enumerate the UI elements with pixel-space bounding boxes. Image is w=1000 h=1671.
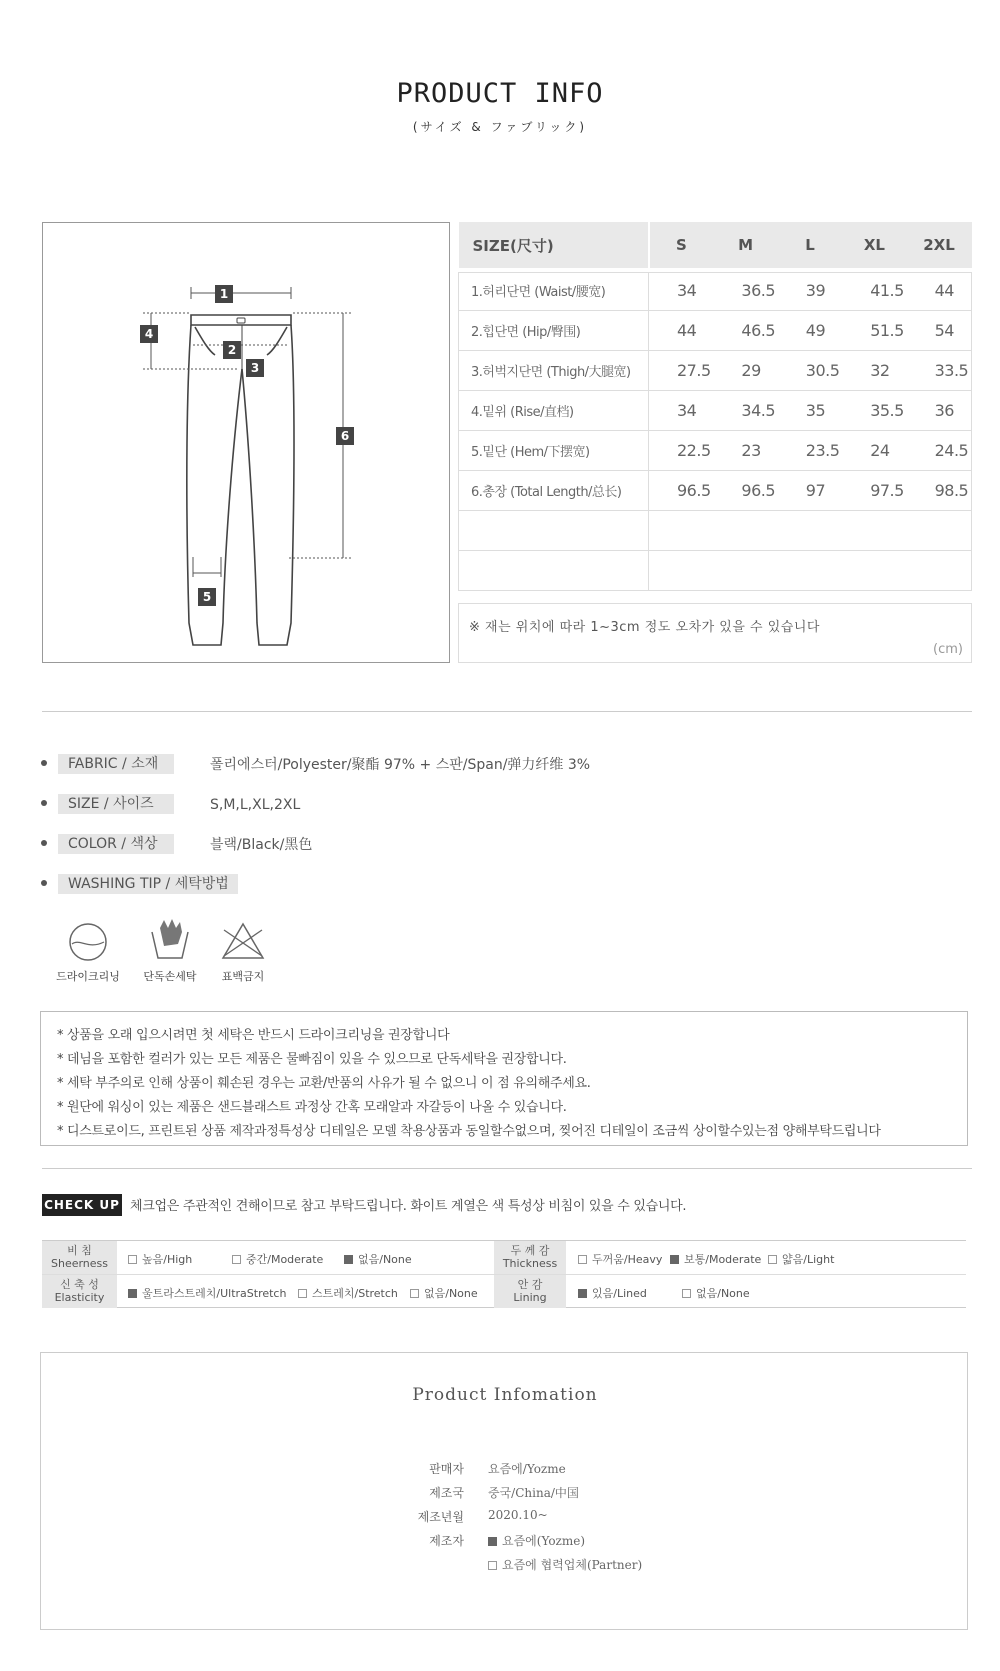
size-cell: 29 — [713, 350, 777, 390]
unit-label: (cm) — [933, 642, 963, 657]
checkbox-icon — [682, 1289, 691, 1298]
size-cell: 54 — [907, 310, 972, 350]
size-col-xl: XL — [842, 222, 906, 270]
opt-thick-light — [768, 1251, 834, 1267]
size-col-2xl: 2XL — [907, 222, 972, 270]
head-thickness — [494, 1241, 566, 1274]
opt-lining-lined — [578, 1285, 647, 1301]
head-elasticity-en: Elasticity — [54, 1291, 105, 1304]
marker-1: 1 — [215, 285, 233, 303]
bullet — [41, 800, 47, 806]
size-col-l: L — [778, 222, 842, 270]
opt-sheer-none — [344, 1251, 412, 1267]
size-col-m: M — [713, 222, 777, 270]
checkup-text: 체크업은 주관적인 견해이므로 참고 부탁드립니다. 화이트 계열은 색 특성상 비침이 있을 수 있습니다. — [130, 1199, 687, 1214]
size-cell: 97 — [778, 470, 842, 510]
size-row-label: 2.힙단면 (Hip/臀围) — [459, 310, 649, 350]
size-cell: 24.5 — [907, 430, 972, 470]
care-note: * 디스트로이드, 프린트된 상품 제작과정특성상 디테일은 모델 착용상품과 동일할수없으며, 찢어진 디테일이 조금씩 상이할수있는점 양해부탁드립니다 — [57, 1124, 881, 1139]
spec-value-fabric: 폴리에스터/Polyester/聚酯 97% + 스판/Span/弹力纤维 3% — [210, 757, 591, 773]
spec-value-color: 블랙/Black/黑色 — [210, 837, 313, 853]
size-row-label: 3.허벅지단면 (Thigh/大腿宽) — [459, 350, 649, 390]
table-row — [459, 390, 972, 430]
size-cell: 22.5 — [649, 430, 714, 470]
head-sheerness — [42, 1241, 117, 1274]
size-cell: 96.5 — [649, 470, 714, 510]
opt-text: 보통/Moderate — [684, 1253, 762, 1266]
size-header-label: SIZE(尺寸) — [459, 222, 649, 270]
size-row-label: 1.허리단면 (Waist/腰宽) — [459, 270, 649, 310]
head-lining — [494, 1275, 566, 1308]
opt-sheer-high — [128, 1251, 192, 1267]
measurement-note: ※ 재는 위치에 따라 1~3cm 정도 오차가 있을 수 있습니다 — [469, 620, 820, 635]
head-lining-en: Lining — [513, 1291, 547, 1304]
size-cell: 23.5 — [778, 430, 842, 470]
page-title: PRODUCT INFO — [396, 78, 604, 109]
spec-label-size: SIZE / 사이즈 — [58, 794, 174, 814]
size-cell: 39 — [778, 270, 842, 310]
opt-text: 없음/None — [424, 1287, 478, 1300]
dry-clean-icon — [66, 922, 110, 962]
opt-elastic-stretch — [298, 1285, 398, 1301]
measurement-note-box — [458, 603, 972, 663]
size-row-label: 6.총장 (Total Length/总长) — [459, 470, 649, 510]
size-cell: 97.5 — [842, 470, 906, 510]
bullet — [41, 880, 47, 886]
size-cell: 34 — [649, 390, 714, 430]
size-cell: 35 — [778, 390, 842, 430]
marker-6: 6 — [336, 427, 354, 445]
checkbox-checked-icon — [128, 1289, 137, 1298]
care-note: * 데님을 포함한 컬러가 있는 모든 제품은 물빠짐이 있을 수 있으므로 단독세탁을 권장합니다. — [57, 1052, 567, 1067]
checkbox-icon — [128, 1255, 137, 1264]
divider — [42, 711, 972, 712]
info-value-date: 2020.10~ — [488, 1508, 548, 1522]
size-cell: 34.5 — [713, 390, 777, 430]
care-note: * 상품을 오래 입으시려면 첫 세탁은 반드시 드라이크리닝을 권장합니다 — [57, 1028, 450, 1043]
bullet — [41, 840, 47, 846]
table-row — [459, 430, 972, 470]
size-table — [458, 222, 972, 591]
size-col-s: S — [649, 222, 714, 270]
checkbox-icon — [488, 1561, 497, 1570]
head-lining-ko: 안 감 — [517, 1278, 543, 1291]
size-cell: 24 — [842, 430, 906, 470]
table-row — [459, 510, 972, 550]
table-row — [459, 310, 972, 350]
size-cell: 96.5 — [713, 470, 777, 510]
checkbox-checked-icon — [488, 1537, 497, 1546]
info-value-maker — [488, 1532, 585, 1549]
checkbox-icon — [298, 1289, 307, 1298]
opt-text: 얇음/Light — [782, 1253, 835, 1266]
checkbox-checked-icon — [578, 1289, 587, 1298]
opt-text: 두꺼움/Heavy — [592, 1253, 663, 1266]
checkbox-icon — [232, 1255, 241, 1264]
size-cell: 41.5 — [842, 270, 906, 310]
head-elasticity — [42, 1275, 117, 1308]
info-value-seller: 요즘에/Yozme — [488, 1462, 566, 1476]
info-key-maker: 제조자 — [429, 1534, 464, 1548]
size-row-label: 4.밑위 (Rise/直档) — [459, 390, 649, 430]
marker-2: 2 — [223, 341, 241, 359]
checkbox-checked-icon — [670, 1255, 679, 1264]
checkbox-checked-icon — [344, 1255, 353, 1264]
head-thickness-en: Thickness — [502, 1257, 558, 1270]
marker-4: 4 — [140, 325, 158, 343]
opt-elastic-ultra — [128, 1285, 286, 1301]
spec-value-size: S,M,L,XL,2XL — [210, 797, 301, 813]
page-subtitle: (サイズ & ファブリック) — [412, 120, 588, 134]
size-cell: 33.5 — [907, 350, 972, 390]
pants-outline-icon — [43, 223, 451, 664]
care-label-hand-wash: 단독손세탁 — [143, 970, 197, 983]
checkbox-icon — [578, 1255, 587, 1264]
divider — [42, 1168, 972, 1169]
table-row — [459, 350, 972, 390]
spec-label-washing: WASHING TIP / 세탁방법 — [58, 874, 238, 894]
maker-option-text: 요즘에(Yozme) — [502, 1534, 586, 1548]
size-cell: 44 — [907, 270, 972, 310]
info-value-partner — [488, 1556, 642, 1573]
no-bleach-icon — [220, 920, 266, 962]
info-value-country: 중국/China/中国 — [488, 1486, 579, 1500]
size-cell: 30.5 — [778, 350, 842, 390]
size-cell: 98.5 — [907, 470, 972, 510]
opt-text: 없음/None — [358, 1253, 412, 1266]
care-label-no-bleach: 표백금지 — [221, 970, 265, 983]
product-info-box — [40, 1352, 968, 1630]
checkup-badge: CHECK UP — [42, 1194, 122, 1216]
size-cell: 36 — [907, 390, 972, 430]
info-key-seller: 판매자 — [429, 1462, 464, 1476]
table-row — [459, 550, 972, 590]
size-row-label: 5.밑단 (Hem/下摆宽) — [459, 430, 649, 470]
opt-text: 중간/Moderate — [246, 1253, 324, 1266]
checkbox-icon — [410, 1289, 419, 1298]
opt-text: 없음/None — [696, 1287, 750, 1300]
opt-sheer-moderate — [232, 1251, 323, 1267]
product-info-title: Product Infomation — [412, 1385, 598, 1405]
size-cell: 44 — [649, 310, 714, 350]
size-cell: 32 — [842, 350, 906, 390]
checkbox-icon — [768, 1255, 777, 1264]
checkup-table — [42, 1240, 966, 1308]
size-cell: 27.5 — [649, 350, 714, 390]
opt-text: 있음/Lined — [592, 1287, 647, 1300]
info-key-date: 제조년월 — [417, 1510, 464, 1524]
spec-label-fabric: FABRIC / 소재 — [58, 754, 174, 774]
hand-wash-icon — [148, 918, 192, 962]
table-row — [459, 470, 972, 510]
partner-option-text: 요즘에 협력업체(Partner) — [502, 1558, 643, 1572]
size-cell: 34 — [649, 270, 714, 310]
head-thickness-ko: 두 께 감 — [510, 1244, 550, 1257]
info-key-country: 제조국 — [429, 1486, 464, 1500]
marker-5: 5 — [198, 588, 216, 606]
opt-text: 높음/High — [142, 1253, 193, 1266]
size-cell: 49 — [778, 310, 842, 350]
spec-label-color: COLOR / 색상 — [58, 834, 174, 854]
opt-thick-heavy — [578, 1251, 662, 1267]
table-row — [459, 270, 972, 310]
opt-text: 스트레치/Stretch — [312, 1287, 398, 1300]
pants-diagram — [42, 222, 450, 663]
opt-thick-moderate — [670, 1251, 761, 1267]
size-cell: 51.5 — [842, 310, 906, 350]
care-label-dry-clean: 드라이크리닝 — [56, 970, 120, 983]
head-sheerness-en: Sheerness — [50, 1257, 109, 1270]
size-cell: 23 — [713, 430, 777, 470]
size-cell: 46.5 — [713, 310, 777, 350]
care-notes-box — [40, 1011, 968, 1146]
head-elasticity-ko: 신 축 성 — [60, 1278, 99, 1291]
opt-lining-none — [682, 1285, 750, 1301]
size-cell: 36.5 — [713, 270, 777, 310]
bullet — [41, 760, 47, 766]
care-note: * 원단에 워싱이 있는 제품은 샌드블래스트 과정상 간혹 모래알과 자갈등이 나올 수 있습니다. — [57, 1100, 567, 1115]
marker-3: 3 — [246, 359, 264, 377]
opt-text: 울트라스트레치/UltraStretch — [142, 1287, 287, 1300]
head-sheerness-ko: 비 침 — [67, 1244, 92, 1257]
opt-elastic-none — [410, 1285, 478, 1301]
care-note: * 세탁 부주의로 인해 상품이 훼손된 경우는 교환/반품의 사유가 될 수 없으니 이 점 유의해주세요. — [57, 1076, 591, 1091]
size-cell: 35.5 — [842, 390, 906, 430]
